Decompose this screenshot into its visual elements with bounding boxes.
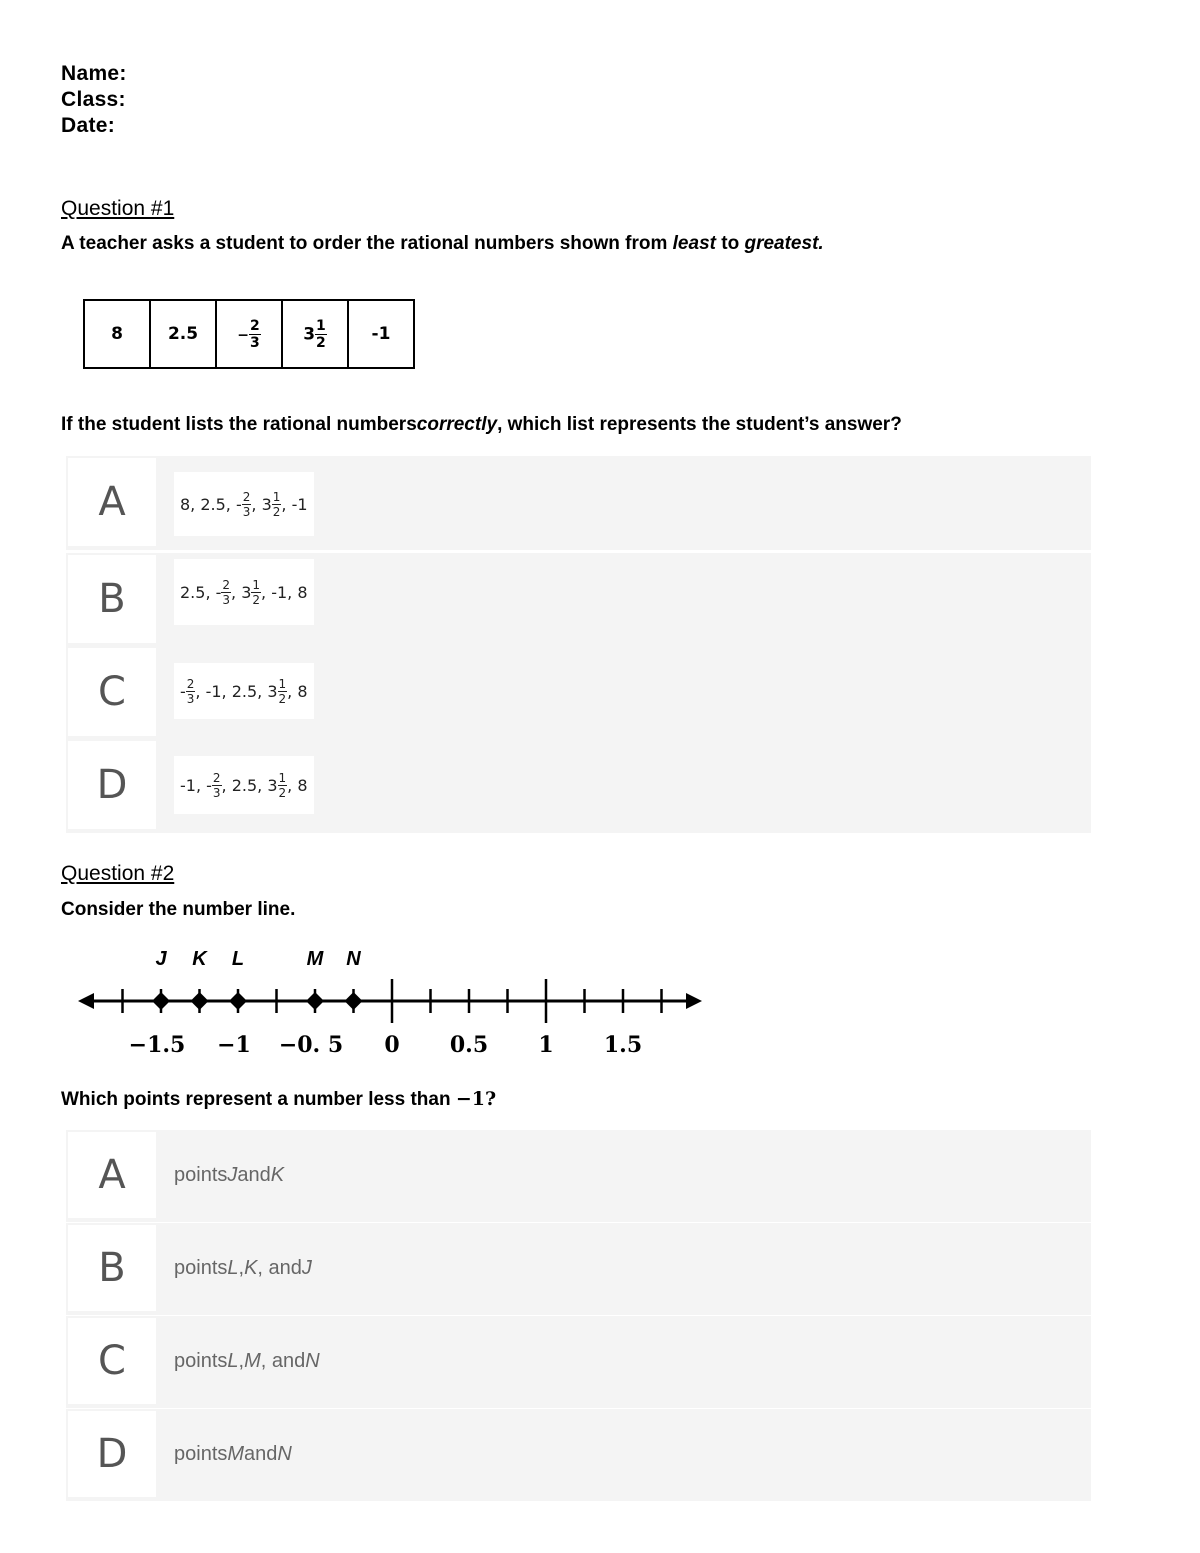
question-2-question: Which points represent a number less than −1? bbox=[61, 1088, 497, 1110]
tick-label: 1 bbox=[538, 1032, 554, 1058]
q2-option-c[interactable] bbox=[66, 1316, 1091, 1408]
class-label: Class: bbox=[61, 88, 126, 111]
point-m-label: M bbox=[306, 948, 324, 970]
question-1-prompt: A teacher asks a student to order the rational numbers shown from least to greatest. bbox=[61, 233, 824, 254]
point-j-label: J bbox=[155, 948, 167, 970]
number-line bbox=[70, 940, 720, 1065]
point-n-label: N bbox=[346, 948, 361, 970]
option-answer: points M and N bbox=[174, 1442, 292, 1465]
q2-option-a[interactable] bbox=[66, 1130, 1091, 1222]
option-answer: 2.5, - $\frac{2}{3}$ , 3 $\frac{1}{2}$ , -1, 8 bbox=[174, 559, 314, 625]
option-letter: D bbox=[68, 741, 156, 829]
number-cell: 3 $\frac{1}{2}$ bbox=[282, 300, 348, 368]
q1-option-d[interactable] bbox=[66, 739, 1091, 833]
option-answer: - $\frac{2}{3}$ , -1, 2.5, 3 $\frac{1}{2}$ , 8 bbox=[174, 663, 314, 719]
question-1-question: If the student lists the rational numberscorrectly, which list represents the student’s answer? bbox=[61, 414, 902, 435]
question-1-title: Question #1 bbox=[61, 197, 175, 220]
tick-label: 0.5 bbox=[449, 1032, 489, 1058]
q1-option-c[interactable] bbox=[66, 646, 1091, 740]
number-cell: 8 bbox=[84, 300, 150, 368]
number-cell: − $\frac{2}{3}$ bbox=[216, 300, 282, 368]
q1-option-a[interactable] bbox=[66, 456, 1091, 550]
question-2-title: Question #2 bbox=[61, 862, 175, 885]
q1-option-b[interactable] bbox=[66, 553, 1091, 647]
date-label: Date: bbox=[61, 114, 116, 137]
point-k-marker bbox=[191, 992, 209, 1010]
point-j-marker bbox=[152, 992, 170, 1010]
point-l-marker bbox=[229, 992, 247, 1010]
name-label: Name: bbox=[61, 62, 127, 85]
option-answer: points L , K , and J bbox=[174, 1256, 312, 1279]
point-m-marker bbox=[306, 992, 324, 1010]
right-arrow bbox=[686, 993, 702, 1009]
option-answer: 8, 2.5, - $\frac{2}{3}$ , 3 $\frac{1}{2}$ , -1 bbox=[174, 472, 314, 536]
option-letter: B bbox=[68, 1225, 156, 1311]
option-letter: A bbox=[68, 458, 156, 546]
option-letter: A bbox=[68, 1132, 156, 1218]
number-cell: 2.5 bbox=[150, 300, 216, 368]
q2-option-d[interactable] bbox=[66, 1409, 1091, 1501]
tick-label: −1 bbox=[217, 1032, 251, 1058]
left-arrow bbox=[78, 993, 94, 1009]
option-letter: D bbox=[68, 1411, 156, 1497]
question-2-prompt: Consider the number line. bbox=[61, 899, 296, 920]
point-n-marker bbox=[345, 992, 363, 1010]
tick-label: 1.5 bbox=[603, 1032, 643, 1058]
option-letter: C bbox=[68, 1318, 156, 1404]
option-letter: B bbox=[68, 555, 156, 643]
tick-label: 0 bbox=[384, 1032, 400, 1058]
point-k-label: K bbox=[192, 948, 207, 970]
tick-label: −0. 5 bbox=[278, 1032, 344, 1058]
point-l-label: L bbox=[231, 948, 245, 970]
tick-label: −1.5 bbox=[128, 1032, 186, 1058]
option-answer: -1, - $\frac{2}{3}$ , 2.5, 3 $\frac{1}{2}$ , 8 bbox=[174, 756, 314, 814]
number-cell: -1 bbox=[348, 300, 414, 368]
q2-option-b[interactable] bbox=[66, 1223, 1091, 1315]
option-letter: C bbox=[68, 648, 156, 736]
option-answer: points J and K bbox=[174, 1163, 285, 1186]
rational-numbers-table bbox=[83, 299, 415, 369]
option-answer: points L , M , and N bbox=[174, 1349, 320, 1372]
